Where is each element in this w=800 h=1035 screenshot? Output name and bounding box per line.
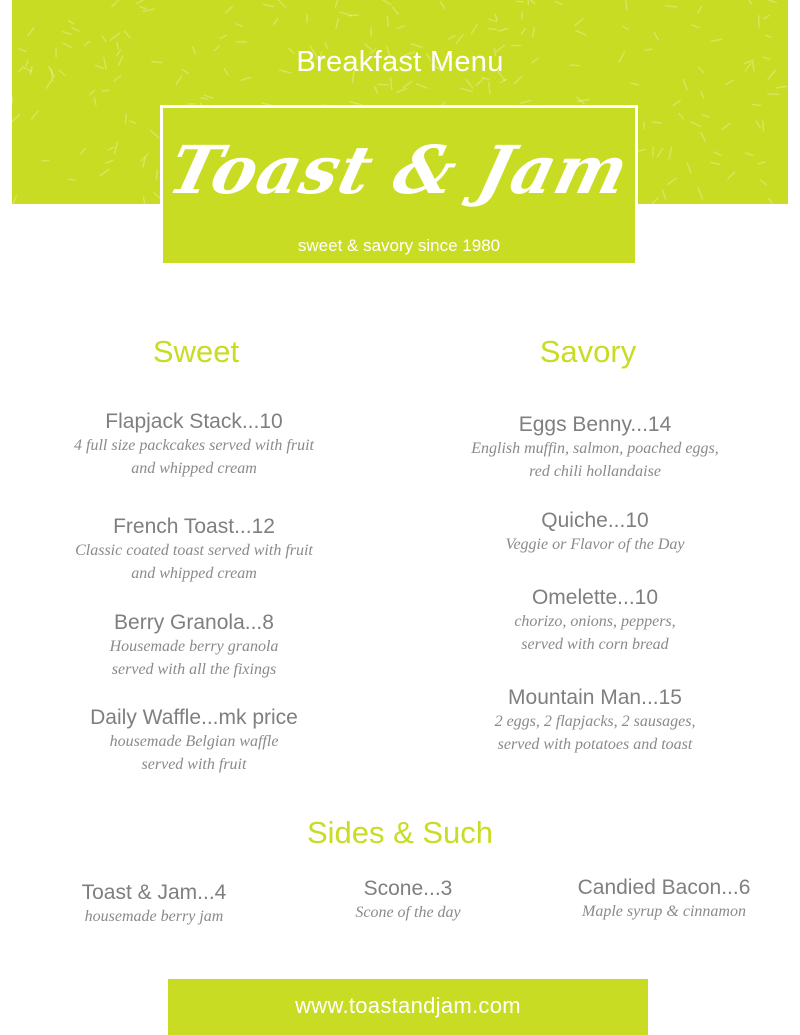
sprinkle-mark [336,19,338,29]
logo-box [160,105,638,266]
item-name: Quiche...10 [541,509,649,532]
side-item [42,880,266,928]
sprinkle-mark [14,196,17,203]
item-name: Berry Granola...8 [114,611,274,634]
side-item [296,876,520,924]
sprinkle-mark [456,35,463,44]
sweet-heading: Sweet [152,334,240,369]
sprinkle-mark [761,180,766,185]
sprinkle-mark [679,113,683,119]
sprinkle-mark [461,88,473,91]
sprinkle-mark [575,19,583,26]
sprinkle-mark [654,33,658,41]
item-name: Mountain Man...15 [508,686,682,709]
sprinkle-mark [205,95,214,98]
item-description: Maple syrup & cinnamon [582,903,746,920]
sprinkle-mark [151,131,159,138]
sprinkle-mark [84,41,90,45]
sprinkle-mark [114,142,117,153]
sprinkle-mark [687,163,691,173]
item-name: Scone...3 [363,877,453,900]
sprinkle-mark [236,24,243,27]
sprinkle-mark [711,162,720,164]
sprinkle-mark [62,32,71,35]
sprinkle-mark [533,28,535,37]
logo-wordmark: Toast & Jam [161,131,637,209]
savory-item [428,508,762,556]
sprinkle-mark [698,7,702,13]
sprinkle-mark [521,100,531,103]
sprinkle-mark [12,96,13,102]
sprinkle-mark [32,111,38,119]
sweet-item [34,514,354,585]
savory-item [428,685,762,756]
sprinkle-mark [335,0,338,8]
sprinkle-mark [397,89,407,93]
sprinkle-mark [658,148,663,156]
sprinkle-mark [278,0,286,8]
sprinkle-mark [652,122,662,123]
item-description: Housemade berry granola served with all the fixings [109,638,279,678]
sprinkle-mark [495,14,497,20]
menu-title: Breakfast Menu [296,46,504,78]
sprinkle-mark [691,122,701,127]
sprinkle-mark [387,16,388,27]
sprinkle-mark [777,86,786,87]
sprinkle-mark [381,0,391,5]
savory-item [428,412,762,483]
sprinkle-mark [746,153,754,155]
item-description: housemade Belgian waffle served with fruit [109,733,279,773]
sprinkle-mark [403,81,412,87]
sprinkle-mark [714,152,721,155]
sprinkle-mark [528,0,529,5]
sprinkle-mark [756,121,760,128]
sweet-item [34,705,354,776]
sprinkle-mark [668,178,677,184]
sides-heading: Sides & Such [306,815,494,850]
sprinkle-mark [763,121,764,131]
sprinkle-mark [555,1,562,4]
item-name: Daily Waffle...mk price [90,706,298,729]
sweet-item [34,610,354,681]
sprinkle-mark [701,132,706,141]
sprinkle-mark [110,33,119,40]
item-name: Flapjack Stack...10 [105,410,283,433]
sprinkle-mark [125,114,126,123]
sprinkle-mark [393,7,399,14]
sprinkle-mark [391,78,392,90]
sprinkle-mark [220,35,227,39]
sprinkle-mark [726,80,733,85]
sprinkle-mark [623,26,628,29]
sprinkle-mark [692,25,699,28]
sprinkle-mark [767,0,776,3]
sprinkle-mark [576,31,586,35]
item-description: housemade berry jam [84,908,224,925]
sprinkle-mark [758,162,765,164]
sprinkle-mark [72,28,79,32]
sprinkle-mark [466,80,473,88]
sprinkle-mark [747,0,751,4]
sprinkle-mark [448,36,455,40]
sprinkle-mark [69,179,75,181]
sprinkle-mark [766,35,772,37]
item-name: Omelette...10 [531,586,659,609]
item-description: 4 full size packcakes served with fruit and whipped cream [74,437,314,477]
sprinkle-mark [768,198,772,203]
sprinkle-mark [644,122,645,128]
sprinkle-mark [69,21,74,25]
sprinkle-mark [274,18,278,24]
sprinkle-mark [722,123,730,129]
sprinkle-mark [12,115,19,122]
sprinkle-mark [652,198,657,203]
sprinkle-mark [653,147,654,156]
savory-heading: Savory [539,334,637,369]
sprinkle-mark [701,92,704,98]
item-name: Toast & Jam...4 [81,881,227,904]
sprinkle-mark [156,170,157,179]
sprinkle-mark [108,147,114,150]
item-description: Classic coated toast served with fruit and whipped cream [75,542,313,582]
sprinkle-mark [711,39,721,41]
website-link[interactable]: www.toastandjam.com [295,993,521,1018]
sprinkle-mark [94,98,96,105]
sprinkle-mark [703,115,710,117]
item-description: Veggie or Flavor of the Day [505,536,685,553]
sprinkle-mark [46,80,51,88]
sprinkle-mark [626,1,627,9]
item-name: Candied Bacon...6 [577,876,751,899]
sprinkle-mark [489,83,490,94]
sprinkle-mark [728,172,735,179]
sprinkle-mark [375,87,378,93]
sprinkle-mark [144,197,145,204]
sprinkle-mark [80,149,85,154]
sprinkle-mark [489,29,496,30]
sprinkle-mark [102,36,106,41]
sprinkle-mark [100,169,109,175]
sprinkle-mark [340,12,351,16]
sprinkle-mark [669,148,672,159]
sprinkle-mark [201,98,208,99]
sprinkle-mark [471,25,477,34]
sprinkle-mark [764,15,770,18]
item-name: French Toast...12 [113,515,275,538]
sprinkle-mark [140,7,146,8]
sprinkle-mark [226,7,233,13]
sprinkle-mark [440,2,444,9]
sprinkle-mark [499,29,508,32]
sprinkle-mark [752,105,760,106]
item-description: English muffin, salmon, poached eggs, red chili hollandaise [471,440,719,480]
sprinkle-mark [130,121,136,123]
sprinkle-mark [663,190,666,199]
item-description: 2 eggs, 2 flapjacks, 2 sausages, served with potatoes and toast [494,713,696,753]
sprinkle-mark [143,9,155,11]
sprinkle-mark [263,5,273,7]
savory-item [428,585,762,656]
sprinkle-mark [698,188,702,199]
sprinkle-mark [759,16,760,27]
item-name: Eggs Benny...14 [518,413,672,436]
sprinkle-mark [683,80,687,90]
sprinkle-mark [476,79,483,86]
sprinkle-mark [102,90,109,91]
sprinkle-mark [90,90,95,94]
footer-bar [168,979,648,1035]
sprinkle-mark [631,83,638,85]
sprinkle-mark [124,31,130,38]
sprinkle-mark [666,6,678,7]
sweet-item [34,409,354,480]
item-description: chorizo, onions, peppers, served with corn bread [514,613,676,653]
side-item [548,875,780,923]
sprinkle-mark [673,101,680,106]
sprinkle-mark [521,29,525,35]
sprinkle-mark [106,161,113,163]
sprinkle-mark [768,94,779,95]
item-description: Scone of the day [355,904,461,921]
sprinkle-mark [397,26,404,28]
sprinkle-mark [137,0,148,4]
sprinkle-mark [28,28,34,36]
sprinkle-mark [112,0,120,7]
sprinkle-mark [417,84,428,88]
logo-tagline: sweet & savory since 1980 [297,236,501,255]
sprinkle-mark [489,19,497,21]
